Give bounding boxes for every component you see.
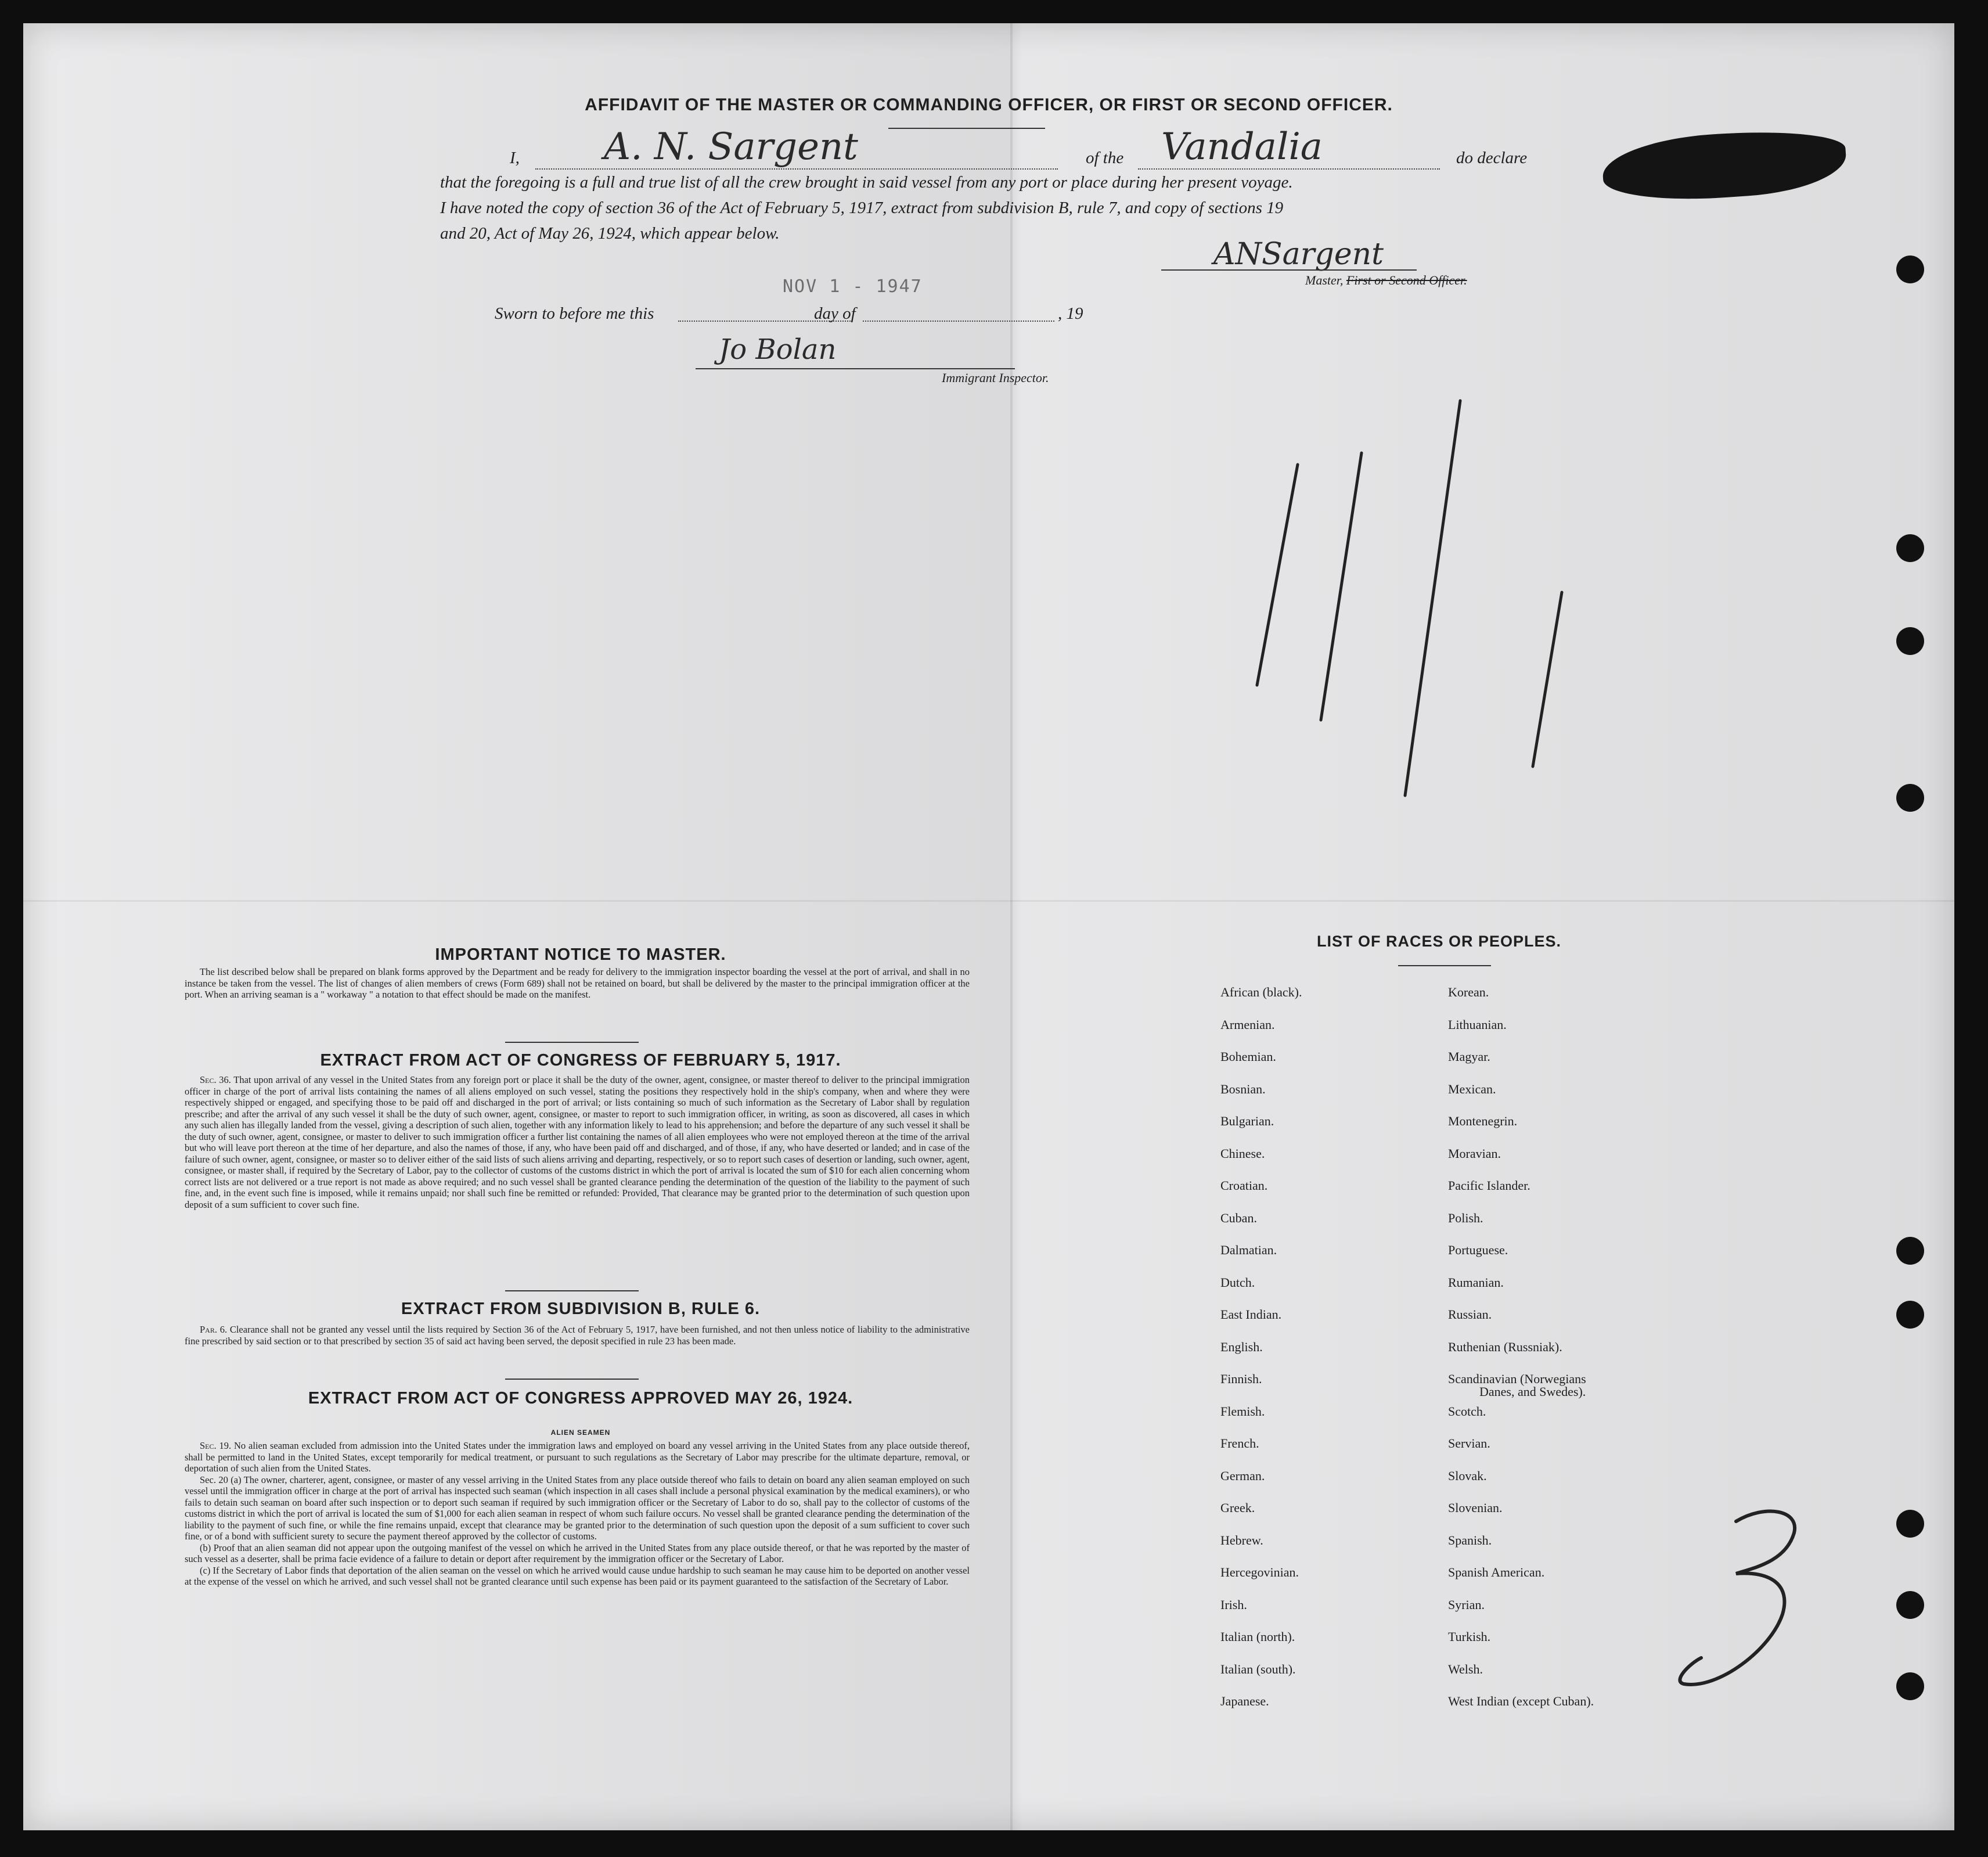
sec-20c-paragraph bbox=[185, 1565, 970, 1588]
declaration-do-declare: do declare bbox=[1456, 149, 1528, 167]
sec-20c-text: If the Secretary of Labor finds that deportation of the alien seaman on the vessel on which he arrived would cause undue hardship to such seaman he may cause him to be deported on another vessel at the expense of the vessel on which he arrived, and such vessel shall not be granted clearance until such expense has been paid or its payment guaranteed to the satisfaction of the Secretary of Labor. bbox=[185, 1564, 970, 1587]
binder-hole bbox=[1896, 1301, 1924, 1329]
extract-1917-body bbox=[185, 1074, 970, 1210]
ink-stain bbox=[1601, 125, 1849, 206]
binder-hole bbox=[1896, 1510, 1924, 1538]
declaration-word-i: I, bbox=[510, 149, 520, 167]
binder-hole bbox=[1896, 1237, 1924, 1265]
races-title-rule bbox=[1398, 965, 1491, 966]
race-item: Dalmatian. bbox=[1220, 1243, 1277, 1257]
binder-hole bbox=[1896, 255, 1924, 283]
fold-line-horizontal bbox=[23, 900, 1954, 902]
race-item: African (black). bbox=[1220, 985, 1302, 999]
race-item: French. bbox=[1220, 1436, 1259, 1451]
master-name-handwritten: A. N. Sargent bbox=[604, 125, 858, 168]
race-item: German. bbox=[1220, 1468, 1265, 1483]
race-item: Montenegrin. bbox=[1448, 1114, 1518, 1128]
race-item: East Indian. bbox=[1220, 1307, 1282, 1322]
sec-36-text: That upon arrival of any vessel in the United States from any foreign port or place it shall be the duty of the owner, agent, consignee, or master thereof to deliver to the principal immigration officer in charge of the port of arrival lists containing the names of all aliens employed on such vessel, stating the positions they respectively hold in the ship's company, when and where they were respectively shipped or engaged, and specifying those to be paid off and discharged in the port of arrival; or lists containing so much of such information as the Secretary of Labor shall by regulation prescribe; and after the arrival of any such vessel it shall be the duty of such owner, agent, consignee, or master to report to such immigration officer, in writing, as soon as discovered, all cases in which any such alien has illegally landed from the vessel, giving a description of such alien, together with any information likely to lead to his apprehension; and before the departure of any such vessel it shall be the duty of such owner, agent, consignee, or master to deliver to such immigration officer a further list containing the names of all alien employees who were not employed thereon at the time of the arrival but who will leave port thereon at the time of her departure, and also the names of those, if any, who have been paid off and discharged, and of those, if any, who have deserted or landed; and in case of the failure of such owner, agent, consignee, or master so to deliver either of the said lists of such aliens arriving and departing, respectively, or so to report such cases of desertion or landing, such owner, agent, consignee, or master shall, if required by the Secretary of Labor, pay to the collector of customs of the customs district in which the port of arrival is located the sum of $10 for each alien concerning whom correct lists are not delivered or a true report is not made as above required; and no such vessel shall be granted clearance pending the determination of the question of the liability to the payment of such fine, and, in the event such fine is imposed, while it remains unpaid; nor shall such fine be remitted or refunded: Provided, That clearance may be granted prior to the determination of such question upon deposit of a sum sufficient to cover such fine. bbox=[185, 1074, 970, 1210]
race-item: Japanese. bbox=[1220, 1694, 1269, 1708]
race-item: Spanish. bbox=[1448, 1532, 1492, 1548]
section-rule bbox=[505, 1379, 639, 1380]
declaration-of-the: of the bbox=[1086, 149, 1124, 167]
sec-20b-paragraph bbox=[185, 1542, 970, 1565]
race-item: Italian (south). bbox=[1220, 1661, 1296, 1676]
extract-1924-heading: EXTRACT FROM ACT OF CONGRESS APPROVED MAY 26, 1924. bbox=[308, 1389, 853, 1408]
section-rule bbox=[505, 1290, 639, 1291]
sec-20c-label: (c) bbox=[200, 1564, 211, 1576]
tally-stroke bbox=[1257, 465, 1298, 685]
vessel-name-handwritten: Vandalia bbox=[1161, 125, 1323, 168]
sworn-text: Sworn to before me this bbox=[495, 304, 654, 323]
page-number-stroke bbox=[1680, 1511, 1795, 1685]
sec-36-label: Sec. 36. bbox=[200, 1074, 231, 1085]
race-item: Lithuanian. bbox=[1448, 1017, 1507, 1032]
tally-stroke bbox=[1321, 453, 1362, 720]
race-item: West Indian (except Cuban). bbox=[1448, 1694, 1594, 1708]
extract-rule6-body bbox=[185, 1324, 970, 1347]
race-item: Rumanian. bbox=[1448, 1275, 1504, 1290]
races-title: LIST OF RACES OR PEOPLES. bbox=[1317, 933, 1562, 950]
notice-paragraph: The list described below shall be prepared on blank forms approved by the Department and be ready for delivery to the immigration inspector boarding the vessel at the port of arrival, and shall in no instance be taken from the vessel. The list of changes of alien members of crews (Form 689) shall not be retained on board, but shall be delivered by the master to the principal immigration officer at the port. When an arriving seaman is a " workaway " a notation to that effect should be made on the manifest. bbox=[185, 966, 970, 1000]
sec-19-label: Sec. 19. bbox=[200, 1440, 232, 1451]
race-item: Mexican. bbox=[1448, 1081, 1496, 1096]
race-item: Pacific Islander. bbox=[1448, 1178, 1530, 1193]
master-label bbox=[1305, 273, 1467, 288]
race-item: Moravian. bbox=[1448, 1146, 1501, 1161]
declaration-line-4: and 20, Act of May 26, 1924, which appear below. bbox=[440, 224, 780, 243]
handwritten-tally-marks bbox=[1231, 395, 1602, 801]
race-item: English. bbox=[1220, 1339, 1263, 1354]
race-item: Bohemian. bbox=[1220, 1049, 1276, 1064]
race-item: Slovenian. bbox=[1448, 1500, 1503, 1515]
document-sheet bbox=[23, 23, 1954, 1830]
extract-1924-body bbox=[185, 1440, 970, 1588]
race-item: Korean. bbox=[1448, 985, 1489, 999]
sec-20a-label: Sec. 20 (a) bbox=[200, 1474, 242, 1485]
struck-officer-label: First or Second Officer. bbox=[1346, 273, 1467, 287]
binder-hole bbox=[1896, 1591, 1924, 1619]
race-item: Turkish. bbox=[1448, 1629, 1491, 1644]
extract-rule6-heading: EXTRACT FROM SUBDIVISION B, RULE 6. bbox=[401, 1300, 761, 1318]
race-item: Dutch. bbox=[1220, 1275, 1255, 1290]
par-6-label: Par. 6. bbox=[200, 1324, 228, 1335]
binder-hole bbox=[1896, 784, 1924, 812]
race-item: Croatian. bbox=[1220, 1178, 1268, 1193]
alien-seamen-subheading: ALIEN SEAMEN bbox=[550, 1428, 611, 1437]
inspector-signature: Jo Bolan bbox=[719, 333, 837, 366]
master-signature-line bbox=[1161, 269, 1417, 271]
inspector-label: Immigrant Inspector. bbox=[942, 370, 1049, 385]
par-6-paragraph bbox=[185, 1324, 970, 1347]
sworn-month-line bbox=[863, 321, 1054, 322]
sec-36-paragraph bbox=[185, 1074, 970, 1210]
tally-stroke bbox=[1405, 401, 1460, 796]
sec-20a-paragraph bbox=[185, 1474, 970, 1542]
page-number: 3 bbox=[1666, 1498, 1667, 1499]
title-rule bbox=[888, 128, 1045, 129]
vessel-name-line bbox=[1138, 168, 1440, 170]
race-item: Servian. bbox=[1448, 1436, 1490, 1451]
master-name-line bbox=[535, 168, 1058, 170]
inspector-signature-line bbox=[696, 368, 1015, 369]
binder-hole bbox=[1896, 1672, 1924, 1700]
master-signature: ANSargent bbox=[1213, 237, 1384, 272]
race-item: Italian (north). bbox=[1220, 1629, 1295, 1644]
race-item: Slovak. bbox=[1448, 1468, 1487, 1483]
sec-20b-text: Proof that an alien seaman did not appear upon the outgoing manifest of the vessel on which he arrived in the United States from any place outside thereof, or that he was reported by the master of such vessel as a deserter, shall be prima facie evidence of a failure to detain or deport after requirement by the immigration officer or the Secretary of Labor. bbox=[185, 1542, 970, 1564]
race-item-continuation: Danes, and Swedes). bbox=[1479, 1384, 1586, 1399]
race-item: Bulgarian. bbox=[1220, 1114, 1274, 1128]
extract-1917-heading: EXTRACT FROM ACT OF CONGRESS OF FEBRUARY 5, 1917. bbox=[320, 1051, 841, 1070]
day-of-text: day of bbox=[814, 304, 856, 323]
fold-line-vertical bbox=[1010, 23, 1013, 1830]
binder-hole bbox=[1896, 534, 1924, 562]
race-item: Welsh. bbox=[1448, 1661, 1483, 1676]
year-prefix: , 19 bbox=[1058, 304, 1083, 323]
race-item: Armenian. bbox=[1220, 1017, 1275, 1032]
race-item: Hebrew. bbox=[1220, 1532, 1263, 1548]
affidavit-title: AFFIDAVIT OF THE MASTER OR COMMANDING OFFICER, OR FIRST OR SECOND OFFICER. bbox=[585, 95, 1393, 114]
declaration-line-2: that the foregoing is a full and true list of all the crew brought in said vessel from any port or place during her present voyage. bbox=[440, 173, 1293, 192]
page-number-figure bbox=[1666, 1498, 1817, 1696]
notice-body bbox=[185, 966, 970, 1001]
race-item: Scandinavian (Norwegians bbox=[1448, 1372, 1586, 1386]
race-item: Syrian. bbox=[1448, 1597, 1485, 1612]
race-item: Greek. bbox=[1220, 1500, 1255, 1515]
race-item: Finnish. bbox=[1220, 1372, 1262, 1386]
race-item: Hercegovinian. bbox=[1220, 1565, 1299, 1579]
race-item: Scotch. bbox=[1448, 1403, 1486, 1419]
date-stamp: NOV 1 - 1947 bbox=[783, 276, 923, 297]
race-item: Ruthenian (Russniak). bbox=[1448, 1339, 1562, 1354]
tally-stroke bbox=[1533, 592, 1562, 766]
par-6-text: Clearance shall not be granted any vessel until the lists required by Section 36 of the Act of February 5, 1917, have been furnished, and not then unless notice of liability to the administrative fine prescribed by said section or to that prescribed by section 35 of said act having been served, the deposit specified in rule 23 has been made. bbox=[185, 1324, 970, 1347]
race-item: Irish. bbox=[1220, 1597, 1247, 1612]
master-word: Master, bbox=[1305, 273, 1344, 287]
sec-19-text: No alien seaman excluded from admission into the United States under the immigration laws and employed on board any vessel arriving in the United States from any place outside thereof, shall be permitted to land in the United States, except temporarily for medical treatment, or pursuant to such regulations as the Secretary of Labor may prescribe for the ultimate departure, removal, or deportation of such alien from the United States. bbox=[185, 1440, 970, 1474]
race-item: Magyar. bbox=[1448, 1049, 1490, 1064]
race-item: Chinese. bbox=[1220, 1146, 1265, 1161]
notice-heading: IMPORTANT NOTICE TO MASTER. bbox=[435, 945, 726, 964]
race-item: Flemish. bbox=[1220, 1403, 1265, 1419]
section-rule bbox=[505, 1042, 639, 1043]
race-item: Portuguese. bbox=[1448, 1243, 1508, 1257]
binder-hole bbox=[1896, 627, 1924, 655]
race-item: Bosnian. bbox=[1220, 1081, 1266, 1096]
sec-20a-text: The owner, charterer, agent, consignee, or master of any vessel arriving in the United States from any place outside thereof who fails to detain on board any alien seaman employed on such vessel until the immigration officer in charge at the port of arrival has inspected such seaman (which inspection in all cases shall include a personal physical examination by the medical examiners), or who fails to detain such seaman on board after such inspection or to deport such seaman if required by such immigration officer or the Secretary of Labor to do so, shall pay to the collector of customs of the customs district in which the port of arrival is located the sum of $1,000 for each alien seaman in respect of whom such failure occurs. No vessel shall be granted clearance pending the determination of the liability to the payment of such fine, or while the fine remains unpaid, except that clearance may be granted prior to the determination of such question upon the deposit of a sum sufficient to cover such fine, or of a bond with sufficient surety to secure the payment thereof approved by the collector of customs. bbox=[185, 1474, 970, 1542]
race-item: Russian. bbox=[1448, 1307, 1492, 1322]
race-item: Polish. bbox=[1448, 1210, 1483, 1225]
sec-20b-label: (b) bbox=[200, 1542, 211, 1553]
sec-19-paragraph bbox=[185, 1440, 970, 1474]
declaration-line-3: I have noted the copy of section 36 of the Act of February 5, 1917, extract from subdivision B, rule 7, and copy of sections 19 bbox=[440, 199, 1284, 217]
race-item: Spanish American. bbox=[1448, 1565, 1545, 1579]
race-item: Cuban. bbox=[1220, 1210, 1257, 1225]
